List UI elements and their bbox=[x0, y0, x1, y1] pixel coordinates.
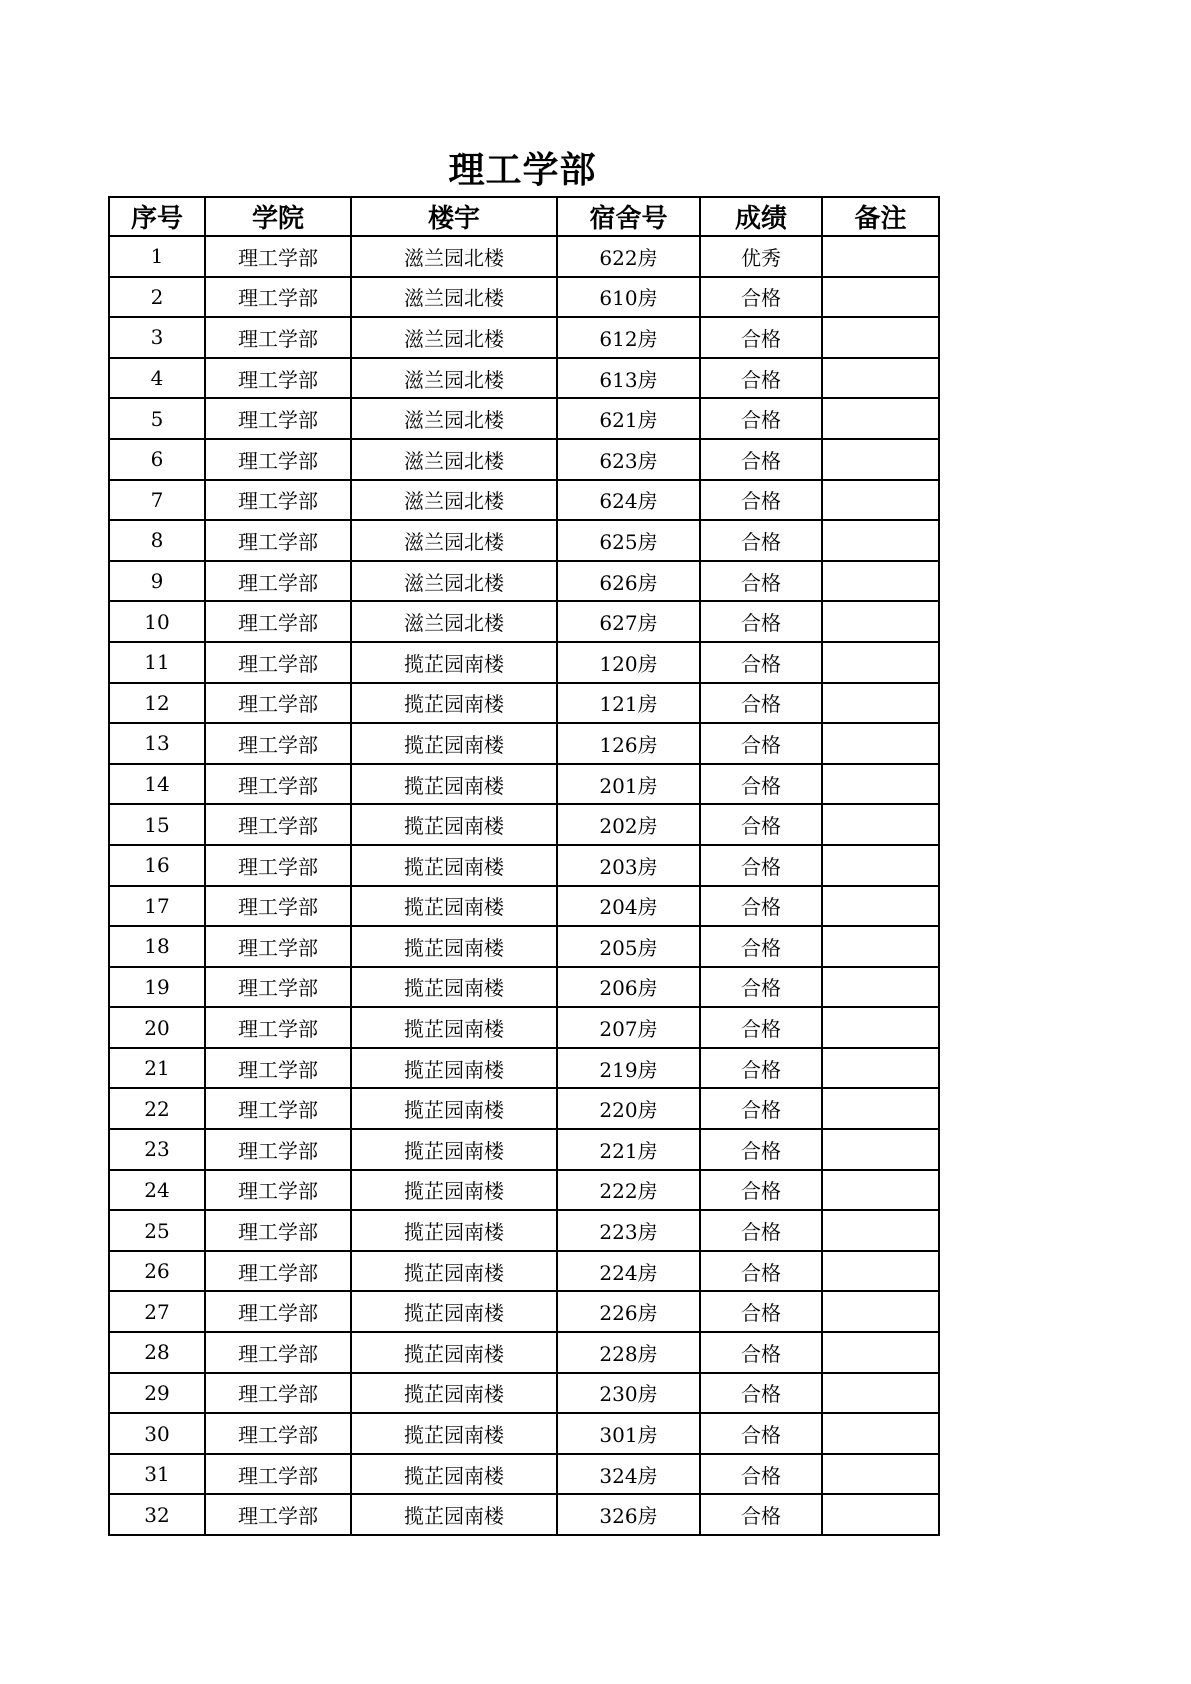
cell-college: 理工学部 bbox=[205, 1413, 351, 1454]
dormitory-grade-table bbox=[108, 196, 940, 1536]
cell-college: 理工学部 bbox=[205, 1170, 351, 1211]
table-row bbox=[109, 1210, 939, 1251]
cell-building: 揽芷园南楼 bbox=[351, 764, 557, 805]
cell-college: 理工学部 bbox=[205, 1129, 351, 1170]
cell-serial-number: 19 bbox=[109, 967, 205, 1008]
table-row bbox=[109, 439, 939, 480]
table-row bbox=[109, 764, 939, 805]
cell-grade: 合格 bbox=[700, 683, 822, 724]
table-row bbox=[109, 1170, 939, 1211]
cell-building: 揽芷园南楼 bbox=[351, 642, 557, 683]
cell-serial-number: 21 bbox=[109, 1048, 205, 1089]
cell-serial-number: 22 bbox=[109, 1088, 205, 1129]
table-row bbox=[109, 926, 939, 967]
cell-college: 理工学部 bbox=[205, 277, 351, 318]
cell-grade: 合格 bbox=[700, 1494, 822, 1535]
cell-remarks bbox=[822, 520, 939, 561]
cell-college: 理工学部 bbox=[205, 1088, 351, 1129]
table-header bbox=[109, 197, 939, 236]
table-body bbox=[109, 236, 939, 1535]
cell-building: 滋兰园北楼 bbox=[351, 236, 557, 277]
table-row bbox=[109, 520, 939, 561]
table-row bbox=[109, 398, 939, 439]
cell-serial-number: 14 bbox=[109, 764, 205, 805]
table-row bbox=[109, 804, 939, 845]
cell-remarks bbox=[822, 886, 939, 927]
cell-serial-number: 9 bbox=[109, 561, 205, 602]
cell-building: 揽芷园南楼 bbox=[351, 1088, 557, 1129]
cell-college: 理工学部 bbox=[205, 642, 351, 683]
cell-remarks bbox=[822, 1373, 939, 1414]
cell-college: 理工学部 bbox=[205, 967, 351, 1008]
table-row bbox=[109, 358, 939, 399]
cell-building: 揽芷园南楼 bbox=[351, 845, 557, 886]
cell-room-number: 301房 bbox=[557, 1413, 700, 1454]
cell-room-number: 326房 bbox=[557, 1494, 700, 1535]
cell-room-number: 228房 bbox=[557, 1332, 700, 1373]
header-remarks: 备注 bbox=[822, 197, 939, 236]
cell-remarks bbox=[822, 1332, 939, 1373]
cell-remarks bbox=[822, 1291, 939, 1332]
cell-building: 揽芷园南楼 bbox=[351, 1413, 557, 1454]
table-row bbox=[109, 1007, 939, 1048]
cell-serial-number: 27 bbox=[109, 1291, 205, 1332]
cell-remarks bbox=[822, 1454, 939, 1495]
cell-remarks bbox=[822, 683, 939, 724]
cell-grade: 合格 bbox=[700, 1251, 822, 1292]
cell-serial-number: 28 bbox=[109, 1332, 205, 1373]
cell-remarks bbox=[822, 1494, 939, 1535]
cell-remarks bbox=[822, 561, 939, 602]
cell-room-number: 226房 bbox=[557, 1291, 700, 1332]
table-row bbox=[109, 1413, 939, 1454]
cell-grade: 合格 bbox=[700, 317, 822, 358]
cell-remarks bbox=[822, 967, 939, 1008]
cell-room-number: 219房 bbox=[557, 1048, 700, 1089]
cell-college: 理工学部 bbox=[205, 764, 351, 805]
cell-grade: 合格 bbox=[700, 601, 822, 642]
cell-grade: 优秀 bbox=[700, 236, 822, 277]
cell-grade: 合格 bbox=[700, 520, 822, 561]
cell-room-number: 224房 bbox=[557, 1251, 700, 1292]
cell-college: 理工学部 bbox=[205, 561, 351, 602]
cell-room-number: 121房 bbox=[557, 683, 700, 724]
table-row bbox=[109, 723, 939, 764]
table-row bbox=[109, 601, 939, 642]
cell-college: 理工学部 bbox=[205, 1494, 351, 1535]
table-row bbox=[109, 236, 939, 277]
cell-building: 揽芷园南楼 bbox=[351, 1494, 557, 1535]
cell-room-number: 324房 bbox=[557, 1454, 700, 1495]
cell-room-number: 230房 bbox=[557, 1373, 700, 1414]
cell-college: 理工学部 bbox=[205, 723, 351, 764]
cell-serial-number: 24 bbox=[109, 1170, 205, 1211]
cell-building: 揽芷园南楼 bbox=[351, 1210, 557, 1251]
cell-building: 揽芷园南楼 bbox=[351, 1291, 557, 1332]
cell-serial-number: 32 bbox=[109, 1494, 205, 1535]
cell-room-number: 201房 bbox=[557, 764, 700, 805]
cell-serial-number: 26 bbox=[109, 1251, 205, 1292]
cell-grade: 合格 bbox=[700, 277, 822, 318]
cell-building: 滋兰园北楼 bbox=[351, 277, 557, 318]
cell-serial-number: 12 bbox=[109, 683, 205, 724]
cell-serial-number: 8 bbox=[109, 520, 205, 561]
cell-serial-number: 16 bbox=[109, 845, 205, 886]
cell-serial-number: 6 bbox=[109, 439, 205, 480]
cell-remarks bbox=[822, 845, 939, 886]
cell-grade: 合格 bbox=[700, 1129, 822, 1170]
cell-serial-number: 11 bbox=[109, 642, 205, 683]
table-row bbox=[109, 1332, 939, 1373]
table-row bbox=[109, 845, 939, 886]
cell-college: 理工学部 bbox=[205, 1291, 351, 1332]
cell-room-number: 623房 bbox=[557, 439, 700, 480]
cell-grade: 合格 bbox=[700, 480, 822, 521]
cell-college: 理工学部 bbox=[205, 1007, 351, 1048]
cell-remarks bbox=[822, 1088, 939, 1129]
cell-college: 理工学部 bbox=[205, 1454, 351, 1495]
cell-grade: 合格 bbox=[700, 723, 822, 764]
cell-grade: 合格 bbox=[700, 1170, 822, 1211]
cell-room-number: 223房 bbox=[557, 1210, 700, 1251]
cell-building: 揽芷园南楼 bbox=[351, 1048, 557, 1089]
cell-serial-number: 4 bbox=[109, 358, 205, 399]
cell-room-number: 621房 bbox=[557, 398, 700, 439]
cell-college: 理工学部 bbox=[205, 236, 351, 277]
table-row bbox=[109, 886, 939, 927]
cell-building: 滋兰园北楼 bbox=[351, 398, 557, 439]
cell-remarks bbox=[822, 1048, 939, 1089]
cell-grade: 合格 bbox=[700, 398, 822, 439]
cell-room-number: 204房 bbox=[557, 886, 700, 927]
cell-room-number: 627房 bbox=[557, 601, 700, 642]
cell-remarks bbox=[822, 277, 939, 318]
cell-room-number: 205房 bbox=[557, 926, 700, 967]
cell-room-number: 220房 bbox=[557, 1088, 700, 1129]
table-row bbox=[109, 1251, 939, 1292]
cell-grade: 合格 bbox=[700, 764, 822, 805]
cell-college: 理工学部 bbox=[205, 480, 351, 521]
cell-remarks bbox=[822, 317, 939, 358]
cell-college: 理工学部 bbox=[205, 1048, 351, 1089]
cell-grade: 合格 bbox=[700, 1454, 822, 1495]
cell-room-number: 202房 bbox=[557, 804, 700, 845]
cell-room-number: 120房 bbox=[557, 642, 700, 683]
cell-remarks bbox=[822, 1251, 939, 1292]
cell-serial-number: 13 bbox=[109, 723, 205, 764]
cell-grade: 合格 bbox=[700, 804, 822, 845]
page-title: 理工学部 bbox=[448, 150, 597, 191]
cell-serial-number: 10 bbox=[109, 601, 205, 642]
cell-room-number: 206房 bbox=[557, 967, 700, 1008]
cell-building: 揽芷园南楼 bbox=[351, 1170, 557, 1211]
table-row bbox=[109, 317, 939, 358]
cell-college: 理工学部 bbox=[205, 886, 351, 927]
cell-college: 理工学部 bbox=[205, 1251, 351, 1292]
table-row bbox=[109, 1373, 939, 1414]
cell-college: 理工学部 bbox=[205, 398, 351, 439]
cell-college: 理工学部 bbox=[205, 317, 351, 358]
table-row bbox=[109, 1494, 939, 1535]
table-row bbox=[109, 1088, 939, 1129]
cell-room-number: 622房 bbox=[557, 236, 700, 277]
cell-building: 滋兰园北楼 bbox=[351, 520, 557, 561]
cell-remarks bbox=[822, 1413, 939, 1454]
cell-college: 理工学部 bbox=[205, 358, 351, 399]
cell-college: 理工学部 bbox=[205, 1332, 351, 1373]
cell-remarks bbox=[822, 723, 939, 764]
cell-college: 理工学部 bbox=[205, 926, 351, 967]
cell-building: 揽芷园南楼 bbox=[351, 926, 557, 967]
cell-serial-number: 20 bbox=[109, 1007, 205, 1048]
cell-college: 理工学部 bbox=[205, 520, 351, 561]
cell-grade: 合格 bbox=[700, 1088, 822, 1129]
cell-college: 理工学部 bbox=[205, 1373, 351, 1414]
cell-serial-number: 29 bbox=[109, 1373, 205, 1414]
cell-grade: 合格 bbox=[700, 1291, 822, 1332]
cell-room-number: 126房 bbox=[557, 723, 700, 764]
table-row bbox=[109, 277, 939, 318]
cell-remarks bbox=[822, 236, 939, 277]
cell-remarks bbox=[822, 1210, 939, 1251]
header-college: 学院 bbox=[205, 197, 351, 236]
cell-remarks bbox=[822, 358, 939, 399]
cell-remarks bbox=[822, 642, 939, 683]
cell-serial-number: 25 bbox=[109, 1210, 205, 1251]
table-row bbox=[109, 967, 939, 1008]
header-grade: 成绩 bbox=[700, 197, 822, 236]
cell-grade: 合格 bbox=[700, 1413, 822, 1454]
cell-serial-number: 31 bbox=[109, 1454, 205, 1495]
cell-college: 理工学部 bbox=[205, 439, 351, 480]
header-room-number: 宿舍号 bbox=[557, 197, 700, 236]
cell-grade: 合格 bbox=[700, 561, 822, 602]
cell-remarks bbox=[822, 439, 939, 480]
cell-room-number: 613房 bbox=[557, 358, 700, 399]
cell-room-number: 222房 bbox=[557, 1170, 700, 1211]
cell-building: 滋兰园北楼 bbox=[351, 601, 557, 642]
cell-remarks bbox=[822, 1129, 939, 1170]
cell-college: 理工学部 bbox=[205, 804, 351, 845]
cell-serial-number: 30 bbox=[109, 1413, 205, 1454]
cell-building: 滋兰园北楼 bbox=[351, 561, 557, 602]
cell-building: 揽芷园南楼 bbox=[351, 723, 557, 764]
cell-room-number: 203房 bbox=[557, 845, 700, 886]
cell-building: 揽芷园南楼 bbox=[351, 1129, 557, 1170]
cell-serial-number: 1 bbox=[109, 236, 205, 277]
cell-room-number: 625房 bbox=[557, 520, 700, 561]
cell-building: 滋兰园北楼 bbox=[351, 358, 557, 399]
cell-serial-number: 5 bbox=[109, 398, 205, 439]
cell-serial-number: 2 bbox=[109, 277, 205, 318]
cell-grade: 合格 bbox=[700, 1373, 822, 1414]
cell-building: 揽芷园南楼 bbox=[351, 1007, 557, 1048]
cell-room-number: 207房 bbox=[557, 1007, 700, 1048]
cell-grade: 合格 bbox=[700, 1332, 822, 1373]
cell-serial-number: 7 bbox=[109, 480, 205, 521]
table-row bbox=[109, 1291, 939, 1332]
cell-room-number: 626房 bbox=[557, 561, 700, 602]
cell-building: 滋兰园北楼 bbox=[351, 439, 557, 480]
table-row bbox=[109, 642, 939, 683]
cell-remarks bbox=[822, 926, 939, 967]
table-row bbox=[109, 683, 939, 724]
cell-building: 揽芷园南楼 bbox=[351, 804, 557, 845]
cell-building: 滋兰园北楼 bbox=[351, 480, 557, 521]
cell-grade: 合格 bbox=[700, 1007, 822, 1048]
cell-grade: 合格 bbox=[700, 1210, 822, 1251]
table-row bbox=[109, 1129, 939, 1170]
table-row bbox=[109, 1048, 939, 1089]
cell-remarks bbox=[822, 480, 939, 521]
cell-serial-number: 15 bbox=[109, 804, 205, 845]
cell-remarks bbox=[822, 1170, 939, 1211]
cell-serial-number: 18 bbox=[109, 926, 205, 967]
cell-remarks bbox=[822, 1007, 939, 1048]
cell-college: 理工学部 bbox=[205, 845, 351, 886]
header-building: 楼宇 bbox=[351, 197, 557, 236]
cell-grade: 合格 bbox=[700, 1048, 822, 1089]
cell-room-number: 221房 bbox=[557, 1129, 700, 1170]
table-row bbox=[109, 1454, 939, 1495]
cell-college: 理工学部 bbox=[205, 1210, 351, 1251]
cell-building: 揽芷园南楼 bbox=[351, 886, 557, 927]
cell-building: 揽芷园南楼 bbox=[351, 967, 557, 1008]
cell-remarks bbox=[822, 804, 939, 845]
cell-building: 揽芷园南楼 bbox=[351, 1251, 557, 1292]
cell-remarks bbox=[822, 398, 939, 439]
cell-grade: 合格 bbox=[700, 439, 822, 480]
table-row bbox=[109, 561, 939, 602]
cell-room-number: 610房 bbox=[557, 277, 700, 318]
cell-serial-number: 23 bbox=[109, 1129, 205, 1170]
header-row bbox=[109, 197, 939, 236]
cell-room-number: 612房 bbox=[557, 317, 700, 358]
cell-building: 揽芷园南楼 bbox=[351, 1373, 557, 1414]
cell-building: 揽芷园南楼 bbox=[351, 683, 557, 724]
cell-building: 揽芷园南楼 bbox=[351, 1454, 557, 1495]
cell-grade: 合格 bbox=[700, 926, 822, 967]
cell-grade: 合格 bbox=[700, 845, 822, 886]
cell-college: 理工学部 bbox=[205, 601, 351, 642]
cell-building: 揽芷园南楼 bbox=[351, 1332, 557, 1373]
cell-grade: 合格 bbox=[700, 967, 822, 1008]
table-row bbox=[109, 480, 939, 521]
cell-college: 理工学部 bbox=[205, 683, 351, 724]
cell-grade: 合格 bbox=[700, 886, 822, 927]
cell-grade: 合格 bbox=[700, 358, 822, 399]
cell-building: 滋兰园北楼 bbox=[351, 317, 557, 358]
header-serial-number: 序号 bbox=[109, 197, 205, 236]
cell-remarks bbox=[822, 764, 939, 805]
cell-serial-number: 17 bbox=[109, 886, 205, 927]
cell-room-number: 624房 bbox=[557, 480, 700, 521]
cell-grade: 合格 bbox=[700, 642, 822, 683]
cell-serial-number: 3 bbox=[109, 317, 205, 358]
cell-remarks bbox=[822, 601, 939, 642]
